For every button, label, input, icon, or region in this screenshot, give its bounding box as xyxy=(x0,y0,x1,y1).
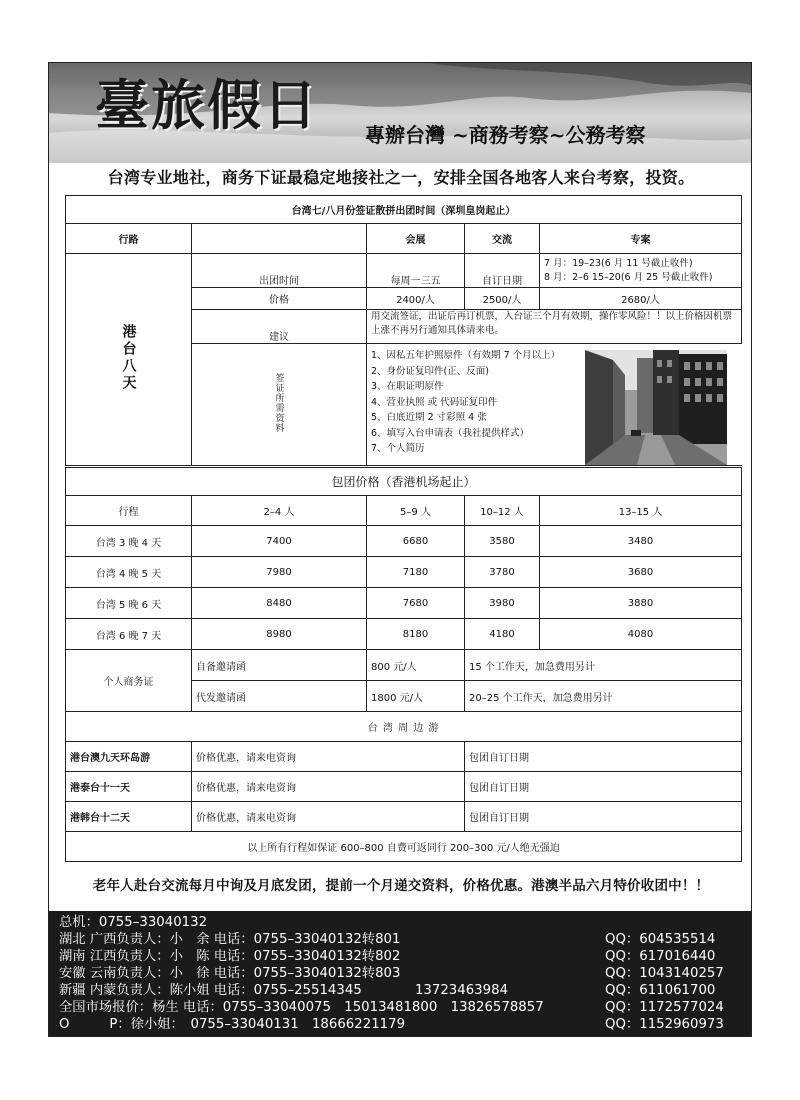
list-item: 1、因私五年护照原件（有效期 7 个月以上） xyxy=(371,350,561,361)
table-row xyxy=(66,619,742,650)
huizhan-price: 2400/人 xyxy=(367,288,465,310)
docs-label-cell xyxy=(192,344,367,466)
row-label-price: 价格 xyxy=(192,288,367,310)
logo-text: 臺旅假日 xyxy=(95,73,319,137)
list-item: 4、营业执照 或 代码证复印件 xyxy=(371,396,498,408)
flyer xyxy=(48,62,752,1037)
invite-price: 1800 元/人 xyxy=(367,681,465,712)
price-cell: 4180 xyxy=(465,619,540,650)
nearby-date: 包团自订日期 xyxy=(465,772,742,802)
tour-price-table xyxy=(65,467,742,862)
col-header-group-3: 10–12 人 xyxy=(465,496,540,526)
nearby-title: 台 湾 周 边 游 xyxy=(66,712,742,742)
table-row xyxy=(66,742,742,772)
contact-line: 湖北 广西负责人：小 余 电话：0755–33040132转801 xyxy=(59,932,401,947)
price-cell: 7180 xyxy=(367,557,465,588)
docs-label: 签证所需资料 xyxy=(273,373,284,433)
list-item: 5、白底近期 2 寸彩照 4 张 xyxy=(371,412,487,423)
row-label-departure: 出团时间 xyxy=(192,254,367,288)
contact-qq: QQ：1043140257 xyxy=(605,966,724,981)
zhuanan-price: 2680/人 xyxy=(540,288,742,310)
col-header-blank xyxy=(192,224,367,254)
col-header-group-2: 5–9 人 xyxy=(367,496,465,526)
contact-line: 新疆 内蒙负责人：陈小姐 电话：0755–25514345 13723463984 xyxy=(59,983,509,998)
contact-qq: QQ：1152960973 xyxy=(605,1017,724,1032)
contact-qq: QQ：604535514 xyxy=(605,932,716,947)
price-cell: 8480 xyxy=(192,588,367,619)
col-header-huizhan: 会展 xyxy=(367,224,465,254)
route-cell xyxy=(66,254,192,466)
price-cell: 3880 xyxy=(540,588,742,619)
nearby-price: 价格优惠，请来电资询 xyxy=(192,742,465,772)
header-banner xyxy=(49,63,751,163)
nearby-name: 港韩台十二天 xyxy=(66,802,192,832)
col-header-jiaoliu: 交流 xyxy=(465,224,540,254)
row-label-advice: 建议 xyxy=(192,310,367,344)
itinerary-name: 台湾 3 晚 4 天 xyxy=(66,526,192,557)
table-row xyxy=(66,557,742,588)
price-cell: 6680 xyxy=(367,526,465,557)
tagline: 台湾专业地社，商务下证最稳定地接社之一，安排全国各地客人来台考察，投资。 xyxy=(107,168,695,187)
nearby-name: 港泰台十一天 xyxy=(66,772,192,802)
list-item: 2、身份证复印件(正、反面) xyxy=(371,365,489,377)
promo-banner: 老年人赴台交流每月中询及月底发团，提前一个月递交资料，价格优惠。港澳半品六月特价收团中！！ xyxy=(92,878,710,894)
col-header-group-4: 13–15 人 xyxy=(540,496,742,526)
price-cell: 8980 xyxy=(192,619,367,650)
price-cell: 7400 xyxy=(192,526,367,557)
price-cell: 8180 xyxy=(367,619,465,650)
nearby-date: 包团自订日期 xyxy=(465,742,742,772)
visa-table-title: 台湾七/八月份签证散拼出团时间（深圳皇岗起止） xyxy=(66,196,742,224)
nearby-date: 包团自订日期 xyxy=(465,802,742,832)
contact-block xyxy=(49,911,751,1036)
list-item: 7、个人简历 xyxy=(371,443,425,454)
nearby-price: 价格优惠，请来电资询 xyxy=(192,772,465,802)
footnote: 以上所有行程如保证 600–800 自费可返同行 200–300 元/人绝无强迫 xyxy=(66,832,742,862)
advice-note: 用交流签证，出证后再订机票，入台证三个月有效期，操作零风险！！以上价格因机票上涨不再另行通知具体请来电。 xyxy=(367,310,742,344)
price-cell: 3580 xyxy=(465,526,540,557)
zhuanan-august: 8 月：2–6 15–20(6 月 25 号截止收件) xyxy=(544,271,713,283)
city-street-image xyxy=(585,350,727,465)
contact-line: 总机：0755–33040132 xyxy=(59,915,208,930)
table-row xyxy=(66,772,742,802)
price-cell: 3980 xyxy=(465,588,540,619)
invite-time: 15 个工作天，加急费用另计 xyxy=(465,650,742,681)
col-header-group-1: 2–4 人 xyxy=(192,496,367,526)
contact-line: 湖南 江西负责人：小 陈 电话：0755–33040132转802 xyxy=(59,949,401,964)
price-cell: 7980 xyxy=(192,557,367,588)
table-row xyxy=(66,650,742,681)
zhuanan-july: 7 月：19–23(6 月 11 号截止收件) xyxy=(544,257,693,269)
contact-line: O P：徐小姐： 0755–33040131 18666221179 xyxy=(59,1017,406,1032)
contact-qq: QQ：611061700 xyxy=(605,983,716,998)
contact-line: 安徽 云南负责人：小 徐 电话：0755–33040132转803 xyxy=(59,966,401,981)
table-row xyxy=(66,802,742,832)
contact-qq: QQ：617016440 xyxy=(605,949,716,964)
jiaoliu-departure: 自订日期 xyxy=(465,254,540,288)
price-cell: 4080 xyxy=(540,619,742,650)
nearby-name: 港台澳九天环岛游 xyxy=(66,742,192,772)
table-row xyxy=(66,588,742,619)
jiaoliu-price: 2500/人 xyxy=(465,288,540,310)
route-name: 港台八天 xyxy=(120,324,137,392)
price-cell: 3480 xyxy=(540,526,742,557)
tour-table-title: 包团价格（香港机场起止） xyxy=(66,468,742,496)
itinerary-name: 台湾 6 晚 7 天 xyxy=(66,619,192,650)
business-visa-label: 个人商务证 xyxy=(66,650,192,712)
price-cell: 3780 xyxy=(465,557,540,588)
table-row xyxy=(66,526,742,557)
price-cell: 3680 xyxy=(540,557,742,588)
price-cell: 7680 xyxy=(367,588,465,619)
zhuanan-departure xyxy=(540,254,742,288)
col-header-itinerary: 行程 xyxy=(66,496,192,526)
invite-type: 代发邀请函 xyxy=(192,681,367,712)
itinerary-name: 台湾 4 晚 5 天 xyxy=(66,557,192,588)
invite-time: 20–25 个工作天，加急费用另计 xyxy=(465,681,742,712)
street-photo xyxy=(585,350,727,465)
slogan: 專辦台灣 ~商務考察~公務考察 xyxy=(365,123,646,147)
col-header-route: 行路 xyxy=(66,224,192,254)
list-item: 6、填写入台申请表（我社提供样式） xyxy=(371,427,530,439)
huizhan-departure: 每周一三五 xyxy=(367,254,465,288)
list-item: 3、在职证明原件 xyxy=(371,381,444,392)
invite-type: 自备邀请函 xyxy=(192,650,367,681)
itinerary-name: 台湾 5 晚 6 天 xyxy=(66,588,192,619)
nearby-price: 价格优惠，请来电资询 xyxy=(192,802,465,832)
contact-qq: QQ：1172577024 xyxy=(605,1000,724,1015)
col-header-zhuanan: 专案 xyxy=(540,224,742,254)
contact-line: 全国市场报价：杨生 电话：0755–33040075 15013481800 13826578857 xyxy=(59,1000,544,1015)
invite-price: 800 元/人 xyxy=(367,650,465,681)
